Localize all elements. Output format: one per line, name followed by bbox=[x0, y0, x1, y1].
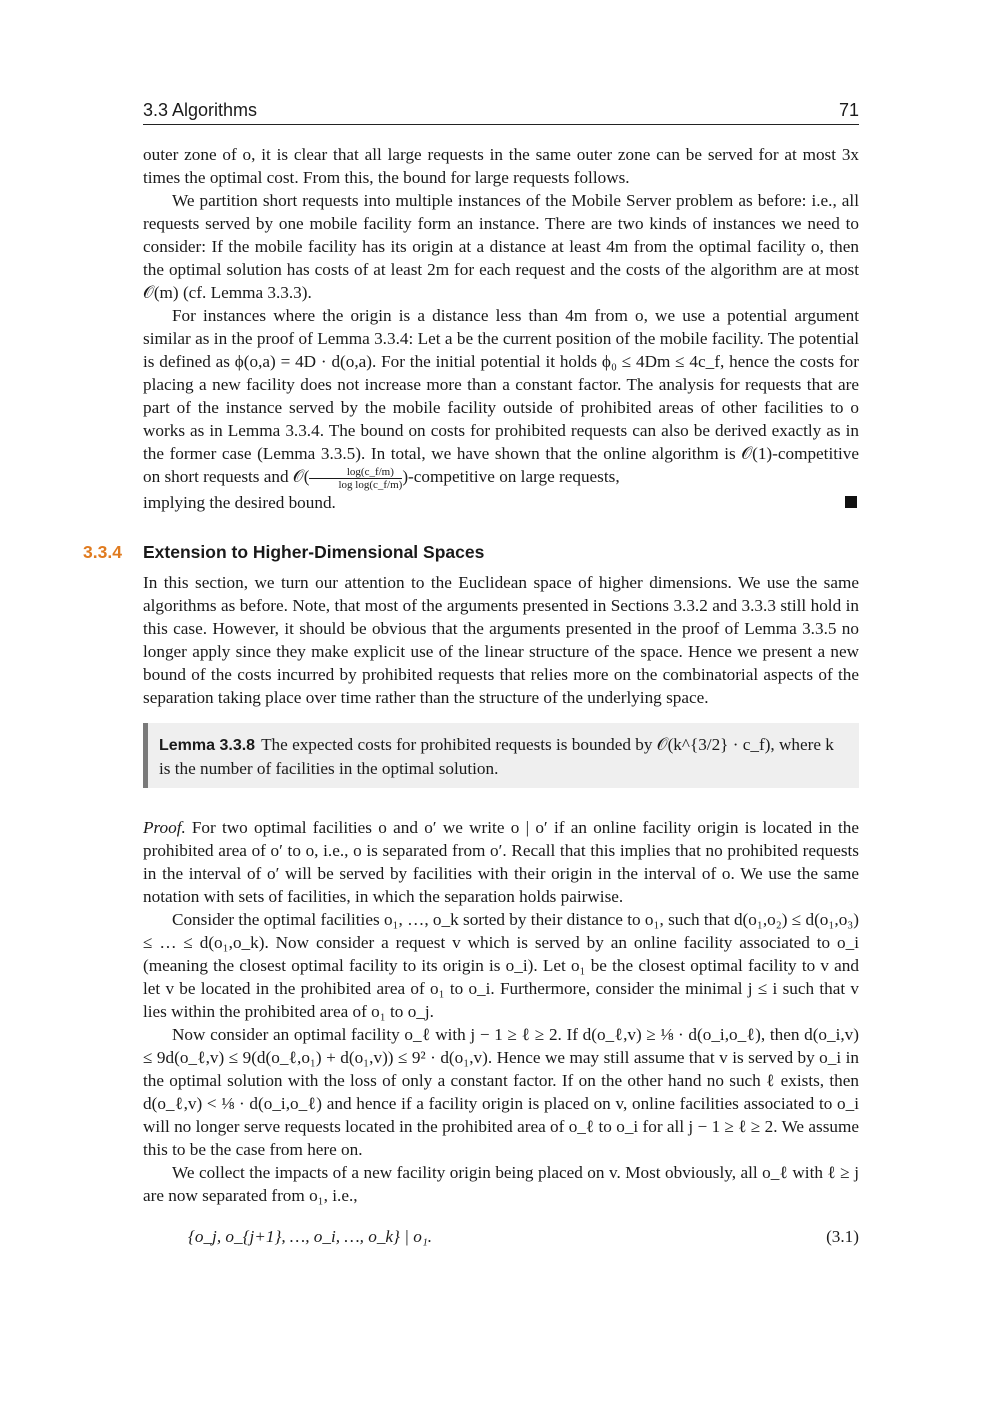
top-paragraphs bbox=[143, 143, 859, 514]
paragraph-tail: )-competitive on large requests, bbox=[402, 467, 620, 486]
paragraph: outer zone of o, it is clear that all large requests in the same outer zone can be served for at most 3x times the optimal cost. From this, the bound for large requests follows. bbox=[143, 145, 859, 187]
lemma bbox=[159, 733, 845, 780]
paragraph bbox=[143, 304, 859, 491]
paragraph-text: For instances where the origin is a distance less than 4m from o, we use a potential argument similar as in the proof of Lemma 3.3.4: Let a be the current position of the mobile facility. The potential is defined as ϕ(o,a) = 4D · d(o,a). For the initial potential it holds ϕ₀ ≤ 4Dm ≤ 4c_f, hence the costs for placing a new facility does not increase more than a constant factor. The analysis for requests that are part of the instance served by the mobile facility outside of prohibited areas of other facilities to o works as in Lemma 3.3.4. The bound on costs for prohibited requests can also be derived exactly as in the former case (Lemma 3.3.5). In total, we have shown that the online algorithm is 𝒪(1)-competitive on short requests and 𝒪( bbox=[143, 306, 859, 486]
equation bbox=[143, 1227, 859, 1247]
proof-text: For two optimal facilities o and o′ we write o | o′ if an online facility origin is located in the prohibited area of o′ to o, i.e., o is separated from o′. Recall that this implies that no prohibited requests in the interval of o′ will be served by facilities with their origin in the interval of o. We use the same notation with sets of facilities, in which the separation holds pairwise. bbox=[143, 817, 859, 906]
proof-first-paragraph bbox=[143, 816, 859, 908]
paragraph: Consider the optimal facilities o₁, …, o_k sorted by their distance to o₁, such that d(o₁,o₂) ≤ d(o₁,o₃) ≤ … ≤ d(o₁,o_k). Now consider a request v which is served by an online facility associated to o_i (meaning the closest optimal facility to its origin is o_i). Let o₁ be the closest optimal facility to v and let v be located in the prohibited area of o₁ to o_i. Furthermore, consider the minimal j ≤ i such that v lies within the prohibited area of o₁ to o_j. bbox=[143, 909, 859, 1021]
lemma-box bbox=[143, 723, 859, 788]
equation-body: {o_j, o_{j+1}, …, o_i, …, o_k} | o₁. bbox=[188, 1226, 433, 1246]
qed-line bbox=[143, 491, 859, 514]
section-title: Extension to Higher-Dimensional Spaces bbox=[143, 541, 485, 562]
running-head bbox=[143, 100, 859, 125]
paragraph-last-line: implying the desired bound. bbox=[143, 492, 336, 512]
paragraph: Now consider an optimal facility o_ℓ with j − 1 ≥ ℓ ≥ 2. If d(o_ℓ,v) ≥ ⅛ · d(o_i,o_ℓ), then d(o_i,v) ≤ 9d(o_ℓ,v) ≤ 9(d(o_ℓ,o₁) + d(o₁,v)) ≤ 9² · d(o₁,v). Hence we may still assume that v is served by o_i in the optimal solution with the loss of only a constant factor. If on the other hand no such ℓ exists, then d(o_ℓ,v) < ⅛ · d(o_i,o_ℓ) and hence if a facility origin is placed on v, online facilities associated to o_i will no longer serve requests located in the prohibited area of o_ℓ to o_i for all j − 1 ≥ ℓ ≥ 2. We assume this to be the case from here on. bbox=[143, 1024, 859, 1159]
equation-number: (3.1) bbox=[826, 1226, 859, 1246]
page bbox=[83, 100, 859, 1247]
page-number: 71 bbox=[838, 100, 859, 120]
fraction bbox=[309, 466, 402, 491]
lemma-label: Lemma 3.3.8 bbox=[159, 736, 256, 754]
section-intro: In this section, we turn our attention to the Euclidean space of higher dimensions. We use the same algorithms as before. Note, that most of the arguments presented in Sections 3.3.2 and 3.3.3 still hold in this case. However, it should be obvious that the arguments presented in the proof of Lemma 3.3.5 no longer apply since they make explicit use of the linear structure of the space. Hence we present a new bound of the costs incurred by prohibited requests that relies more on the combinatorial aspects of the separation taking place over time rather than the structure of the underlying space. bbox=[143, 572, 859, 707]
qed-square-icon bbox=[845, 496, 857, 508]
lemma-text: The expected costs for prohibited requests is bounded by 𝒪(k^{3/2} · c_f), where k is the number of facilities in the optimal solution. bbox=[159, 734, 834, 778]
fraction-denominator: log log(c_f/m) bbox=[338, 478, 403, 491]
running-head-section: 3.3 Algorithms bbox=[143, 100, 258, 120]
proof-label: Proof. bbox=[143, 817, 186, 837]
paragraph: We collect the impacts of a new facility origin being placed on v. Most obviously, all o_ℓ with ℓ ≥ j are now separated from o₁, i.e., bbox=[143, 1162, 859, 1205]
fraction-numerator: log(c_f/m) bbox=[309, 466, 402, 479]
paragraph: We partition short requests into multiple instances of the Mobile Server problem as before: i.e., all requests served by one mobile facility form an instance. There are two kinds of instances we need to consider: If the mobile facility has its origin at a distance at least 4m from the optimal facility o, then the optimal solution has costs of at least 2m for each request and the costs of the algorithm are at most 𝒪(m) (cf. Lemma 3.3.3). bbox=[143, 191, 859, 302]
section-heading bbox=[83, 541, 859, 563]
section-number: 3.3.4 bbox=[83, 541, 122, 562]
